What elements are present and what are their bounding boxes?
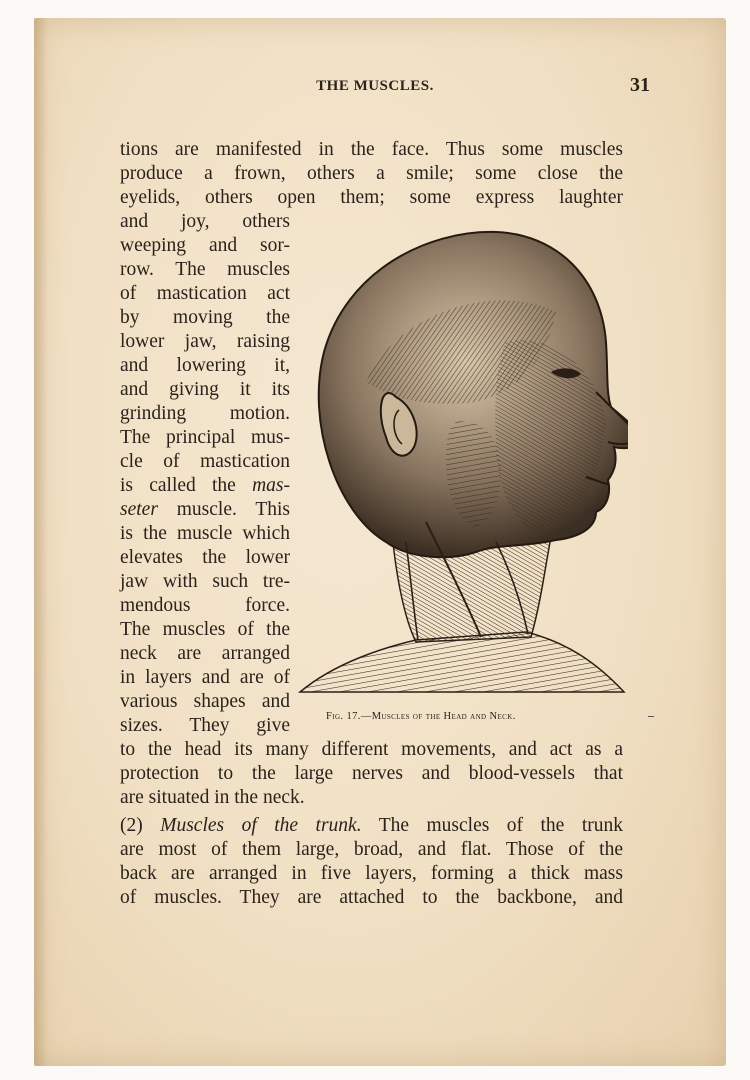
text-line (120, 814, 623, 838)
text-line: protection to the large nerves and blood-vessels that (120, 763, 623, 784)
text-line: elevates the lower (120, 547, 290, 568)
text-line: sizes. They give (120, 715, 290, 736)
text-line: is the muscle which (120, 523, 290, 544)
caption-rule (648, 716, 654, 717)
text-line: back are arranged in five layers, forming a thick mass (120, 863, 623, 884)
text-line: row. The muscles (120, 259, 290, 280)
text-line: weeping and sor- (120, 235, 290, 256)
text-line: tions are manifested in the face. Thus some muscles (120, 139, 623, 160)
text-line: cle of mastication (120, 451, 290, 472)
text-line: and joy, others (120, 211, 290, 232)
text-line: and lowering it, (120, 355, 290, 376)
text-line: grinding motion. (120, 403, 290, 424)
text-line: produce a frown, others a smile; some close the (120, 163, 623, 184)
page-header (0, 74, 750, 102)
text-line: The principal mus- (120, 427, 290, 448)
page-edge-stain (34, 18, 48, 1066)
text-span: The muscles of the trunk (361, 815, 623, 836)
text-line (120, 498, 290, 522)
italic-term: seter (120, 499, 158, 520)
text-line: of muscles. They are attached to the backbone, and (120, 887, 623, 908)
text-line: jaw with such tre- (120, 571, 290, 592)
text-line: and giving it its (120, 379, 290, 400)
text-line: The muscles of the (120, 619, 290, 640)
text-line: lower jaw, raising (120, 331, 290, 352)
page-number: 31 (630, 74, 650, 96)
head-neck-muscles-illustration (296, 222, 628, 702)
text-line: various shapes and (120, 691, 290, 712)
text-line: are most of them large, broad, and flat. Those of the (120, 839, 623, 860)
figure-caption: Fig. 17.—Muscles of the Head and Neck. (326, 711, 516, 722)
text-line: eyelids, others open them; some express laughter (120, 187, 623, 208)
text-line: mendous force. (120, 595, 290, 616)
italic-heading: Muscles of the trunk. (160, 815, 362, 836)
running-head: THE MUSCLES. (316, 78, 434, 94)
text-line: in layers and are of (120, 667, 290, 688)
text-span: (2) (120, 815, 161, 836)
text-line: to the head its many different movements, and act as a (120, 739, 623, 760)
italic-term: mas- (252, 475, 290, 496)
text-line: neck are arranged (120, 643, 290, 664)
text-line (120, 474, 290, 498)
text-line: of mastication act (120, 283, 290, 304)
text-span: is called the (120, 475, 253, 496)
text-line: by moving the (120, 307, 290, 328)
text-line: are situated in the neck. (120, 787, 305, 808)
text-span: muscle. This (157, 499, 290, 520)
